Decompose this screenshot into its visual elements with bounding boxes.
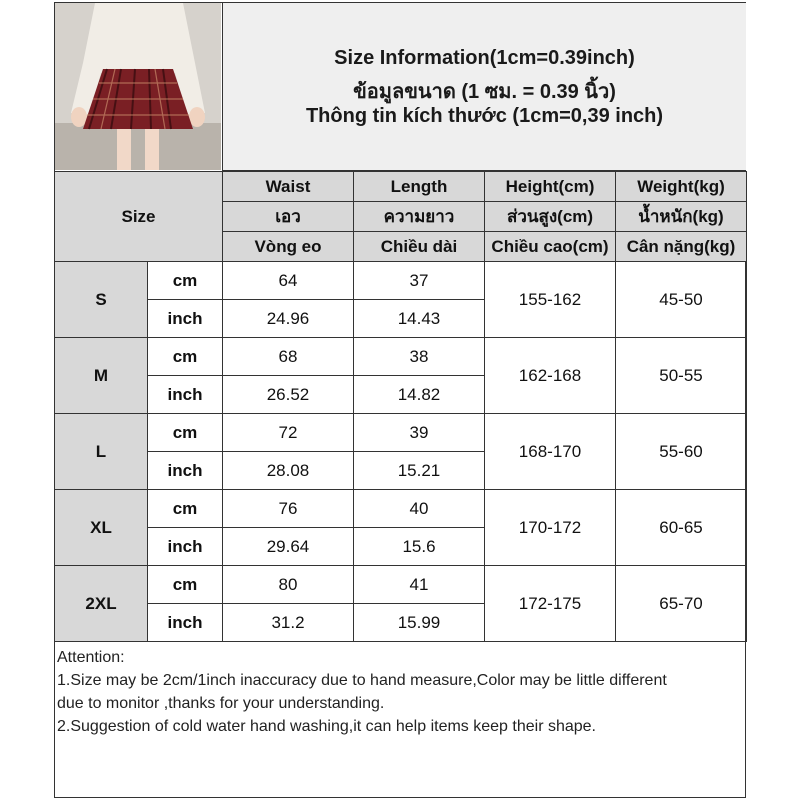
waist-cm: 76 [223, 490, 354, 528]
size-label: L [55, 414, 148, 490]
length-cm: 41 [354, 566, 485, 604]
waist-inch: 26.52 [223, 376, 354, 414]
attention-line-3: 2.Suggestion of cold water hand washing,it can help items keep their shape. [57, 718, 596, 735]
height-range: 155-162 [485, 262, 616, 338]
waist-cm: 80 [223, 566, 354, 604]
size-header: Size [55, 172, 223, 262]
col-weight-th: น้ำหนัก(kg) [616, 202, 747, 232]
waist-cm: 68 [223, 338, 354, 376]
weight-range: 50-55 [616, 338, 747, 414]
header-title-vi: Thông tin kích thước (1cm=0,39 inch) [305, 105, 664, 127]
length-cm: 38 [354, 338, 485, 376]
unit-inch: inch [148, 604, 223, 642]
length-inch: 15.99 [354, 604, 485, 642]
length-inch: 15.21 [354, 452, 485, 490]
size-table [54, 171, 747, 642]
size-label: S [55, 262, 148, 338]
attention-line-2: due to monitor ,thanks for your understanding. [57, 695, 385, 712]
length-inch: 14.43 [354, 300, 485, 338]
header-title-th: ข้อมูลขนาด (1 ซม. = 0.39 นิ้ว) [353, 81, 616, 103]
weight-range: 65-70 [616, 566, 747, 642]
col-height-vi: Chiều cao(cm) [485, 232, 616, 262]
unit-cm: cm [148, 338, 223, 376]
col-length-en: Length [354, 172, 485, 202]
weight-range: 60-65 [616, 490, 747, 566]
col-height-en: Height(cm) [485, 172, 616, 202]
col-waist-en: Waist [223, 172, 354, 202]
waist-inch: 28.08 [223, 452, 354, 490]
header-title-en: Size Information(1cm=0.39inch) [334, 47, 635, 69]
waist-inch: 24.96 [223, 300, 354, 338]
unit-cm: cm [148, 262, 223, 300]
length-cm: 40 [354, 490, 485, 528]
height-range: 170-172 [485, 490, 616, 566]
waist-cm: 72 [223, 414, 354, 452]
unit-cm: cm [148, 566, 223, 604]
size-label: M [55, 338, 148, 414]
size-info-header [222, 3, 746, 171]
unit-inch: inch [148, 452, 223, 490]
length-inch: 14.82 [354, 376, 485, 414]
weight-range: 45-50 [616, 262, 747, 338]
col-weight-vi: Cân nặng(kg) [616, 232, 747, 262]
unit-cm: cm [148, 490, 223, 528]
attention-notes [57, 646, 743, 738]
size-label: 2XL [55, 566, 148, 642]
waist-inch: 31.2 [223, 604, 354, 642]
waist-cm: 64 [223, 262, 354, 300]
unit-inch: inch [148, 300, 223, 338]
col-waist-th: เอว [223, 202, 354, 232]
unit-inch: inch [148, 376, 223, 414]
product-photo [55, 3, 221, 170]
height-range: 168-170 [485, 414, 616, 490]
attention-title: Attention: [57, 649, 125, 666]
col-weight-en: Weight(kg) [616, 172, 747, 202]
attention-line-1: 1.Size may be 2cm/1inch inaccuracy due to hand measure,Color may be little different [57, 672, 667, 689]
length-inch: 15.6 [354, 528, 485, 566]
col-length-vi: Chiều dài [354, 232, 485, 262]
length-cm: 39 [354, 414, 485, 452]
col-waist-vi: Vòng eo [223, 232, 354, 262]
unit-inch: inch [148, 528, 223, 566]
size-label: XL [55, 490, 148, 566]
height-range: 162-168 [485, 338, 616, 414]
col-length-th: ความยาว [354, 202, 485, 232]
waist-inch: 29.64 [223, 528, 354, 566]
weight-range: 55-60 [616, 414, 747, 490]
length-cm: 37 [354, 262, 485, 300]
unit-cm: cm [148, 414, 223, 452]
col-height-th: ส่วนสูง(cm) [485, 202, 616, 232]
skirt-model-image [55, 3, 221, 170]
height-range: 172-175 [485, 566, 616, 642]
